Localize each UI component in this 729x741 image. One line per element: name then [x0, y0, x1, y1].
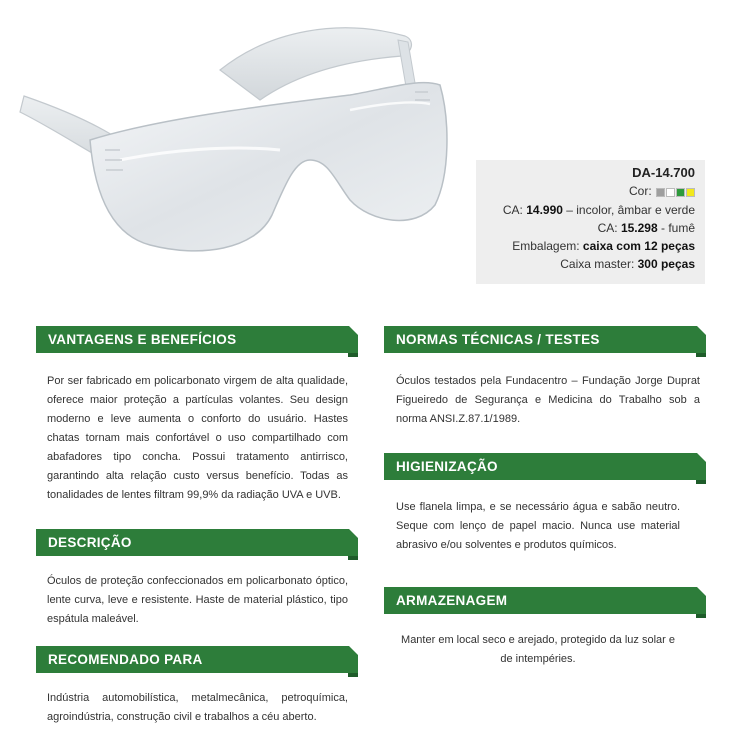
- section-text-recomendado: Indústria automobilística, metalmecânica, petroquímica, agroindústria, construção civil e trabalhos a céu aberto.: [47, 692, 348, 723]
- ca-label: CA:: [502, 202, 527, 217]
- section-text-armazenagem: Manter em local seco e arejado, protegido da luz solar e de intempéries.: [401, 634, 675, 665]
- section-heading-higienizacao: HIGIENIZAÇÃO: [384, 453, 706, 480]
- color-swatch-green: [676, 188, 685, 197]
- ca-number: 14.990: [526, 202, 563, 217]
- ca-label: CA:: [597, 220, 621, 235]
- product-code: DA-14.700: [632, 165, 695, 180]
- color-swatch-gray: [656, 188, 665, 197]
- ca-row-1: [486, 201, 695, 219]
- ca-description: – incolor, âmbar e verde: [562, 202, 695, 217]
- master-box-value: 300 peças: [637, 256, 695, 271]
- packaging-label: Embalagem:: [512, 238, 583, 253]
- packaging-row: [486, 237, 695, 255]
- ca-number: 15.298: [620, 220, 658, 235]
- section-heading-descricao: DESCRIÇÃO: [36, 529, 358, 556]
- safety-glasses-image: [10, 0, 460, 270]
- master-box-row: [486, 255, 695, 273]
- section-text-vantagens: Por ser fabricado em policarbonato virgem de alta qualidade, oferece maior proteção a partículas volantes. Seu design moderno e leve aumenta o conforto do usuário. Hastes chatas tornam mais confortável o uso compartilhado com abafadores tipo concha. Possui tratamento antirrisco, garantindo alta relação custo versus benefício. Todas as tonalidades de lentes filtram 99,9% da radiação UVA e UVB.: [47, 375, 348, 501]
- color-row: [486, 182, 695, 201]
- master-box-label: Caixa master:: [560, 256, 638, 271]
- product-spec-box: [476, 160, 705, 284]
- section-heading-normas: NORMAS TÉCNICAS / TESTES: [384, 326, 706, 353]
- color-swatches: [655, 183, 695, 201]
- packaging-value: caixa com 12 peças: [582, 238, 695, 253]
- color-swatch-white: [666, 188, 675, 197]
- color-swatch-yellow: [686, 188, 695, 197]
- section-heading-armazenagem: ARMAZENAGEM: [384, 587, 706, 614]
- color-label: Cor:: [628, 184, 652, 198]
- ca-description: - fumê: [657, 220, 695, 235]
- section-heading-vantagens: VANTAGENS E BENEFÍCIOS: [36, 326, 358, 353]
- section-text-normas: Óculos testados pela Fundacentro – Fundação Jorge Duprat Figueiredo de Segurança e Medicina do Trabalho sob a norma ANSI.Z.87.1/1989.: [396, 375, 700, 425]
- section-heading-recomendado: RECOMENDADO PARA: [36, 646, 358, 673]
- section-text-higienizacao: Use flanela limpa, e se necessário água e sabão neutro. Seque com lenço de papel macio. Nunca use material abrasivo e/ou solventes e produtos químicos.: [396, 501, 680, 551]
- ca-row-2: [486, 219, 695, 237]
- section-text-descricao: Óculos de proteção confeccionados em policarbonato óptico, lente curva, leve e resistente. Haste de material plástico, tipo espátula maleável.: [47, 575, 348, 625]
